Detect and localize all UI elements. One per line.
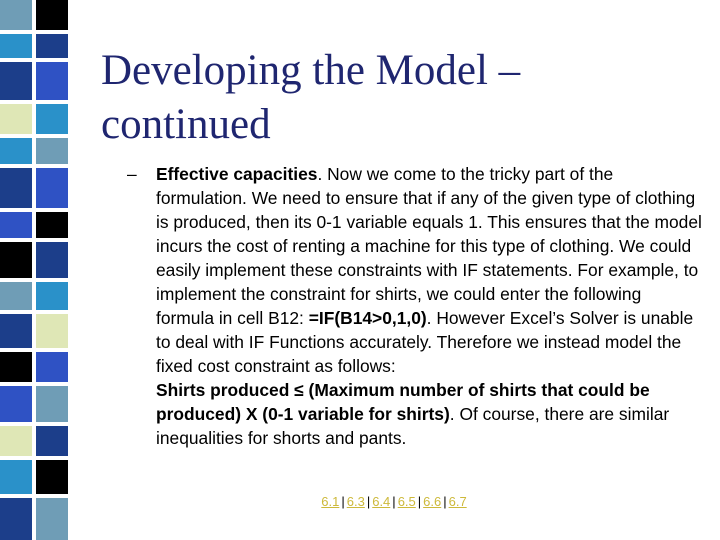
lead-term: Effective capacities <box>156 164 318 184</box>
stripe-block <box>36 314 68 348</box>
nav-link-6-1[interactable]: 6.1 <box>321 494 340 509</box>
stripe-block <box>0 386 32 422</box>
stripe-block <box>36 0 68 30</box>
nav-link-6-3[interactable]: 6.3 <box>346 494 365 509</box>
title-line-1: Developing the Model – <box>101 47 521 94</box>
nav-separator: | <box>417 494 422 509</box>
stripe-block <box>0 460 32 494</box>
nav-link-6-7[interactable]: 6.7 <box>448 494 467 509</box>
stripe-block <box>36 282 68 310</box>
bullet-dash: – <box>127 164 137 184</box>
stripe-block <box>36 168 68 208</box>
nav-separator: | <box>443 494 447 509</box>
stripe-block <box>36 62 68 100</box>
stripe-block <box>0 0 32 30</box>
title-line-2: continued <box>101 101 271 148</box>
paragraph-text-2: . However Excel’s Solver is unable to deal with IF Functions accurately. Therefore we instead model the fixed cost constraint as follows: <box>156 308 694 376</box>
paragraph-text <box>156 162 702 450</box>
nav-separator: | <box>392 494 396 509</box>
stripe-block <box>36 352 68 382</box>
nav-link-6-4[interactable]: 6.4 <box>372 494 391 509</box>
paragraph-text-3: . Of course, there are similar inequalities for shorts and pants. <box>156 404 670 448</box>
stripe-block <box>36 242 68 278</box>
decorative-stripe <box>0 0 72 540</box>
stripe-block <box>0 138 32 164</box>
bullet-paragraph <box>127 162 702 450</box>
stripe-block <box>36 460 68 494</box>
constraint: Shirts produced ≤ (Maximum number of shirts that could be produced) X (0-1 variable for shirts) <box>156 380 650 424</box>
slide-navigation <box>0 494 720 509</box>
nav-link-6-6[interactable]: 6.6 <box>423 494 442 509</box>
stripe-block <box>0 242 32 278</box>
stripe-block <box>0 352 32 382</box>
paragraph-text-1: . Now we come to the tricky part of the formulation. We need to ensure that if any of the given type of clothing is produced, then its 0-1 variable equals 1. This ensures that the model incurs the cost of renting a machine for this type of clothing. We could easily implement these constraints with IF statements. For example, to implement the constraint for shirts, we could enter the following formula in cell B12: <box>156 164 702 328</box>
stripe-block <box>0 314 32 348</box>
nav-link-6-5[interactable]: 6.5 <box>397 494 416 509</box>
slide-title <box>101 44 691 152</box>
stripe-block <box>36 212 68 238</box>
stripe-block <box>36 426 68 456</box>
stripe-block <box>0 62 32 100</box>
stripe-block <box>0 426 32 456</box>
stripe-block <box>0 168 32 208</box>
stripe-block <box>0 212 32 238</box>
stripe-block <box>36 138 68 164</box>
stripe-block <box>0 34 32 58</box>
formula: =IF(B14>0,1,0) <box>308 308 427 328</box>
stripe-block <box>36 34 68 58</box>
nav-separator: | <box>341 494 345 509</box>
stripe-block <box>0 104 32 134</box>
stripe-block <box>36 104 68 134</box>
nav-separator: | <box>366 494 371 509</box>
stripe-block <box>36 386 68 422</box>
stripe-block <box>0 282 32 310</box>
